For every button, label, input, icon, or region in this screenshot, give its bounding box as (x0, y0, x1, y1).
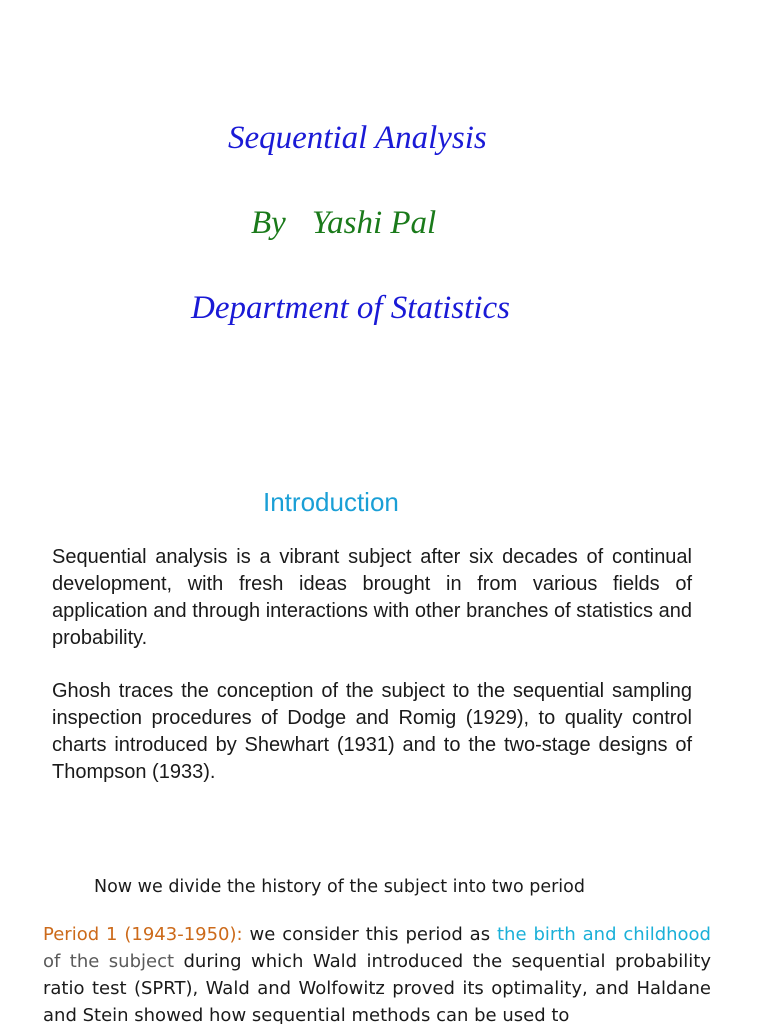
period-1-text-c: during which Wald introduced the sequential probability ratio test (SPRT), Wald and Wolfowitz proved its optimality, and Haldane and Stein showed how sequential methods can be used to (43, 951, 711, 1024)
document-title: Sequential Analysis (228, 120, 487, 156)
period-1-text-a: we consider this period as (242, 924, 497, 945)
introduction-heading: Introduction (263, 487, 399, 517)
department-name: Department of Statistics (191, 290, 510, 326)
period-1-label: Period 1 (1943-1950): (43, 924, 243, 945)
history-intro: Now we divide the history of the subject into two period (94, 877, 585, 897)
period-1-text-b: of the subject (43, 951, 175, 972)
introduction-paragraph-2: Ghosh traces the conception of the subject to the sequential sampling inspection procedures of Dodge and Romig (1929), to quality control charts introduced by Shewhart (1931) and to the two-stage designs of Thompson (1933). (52, 680, 692, 783)
period-1-paragraph (43, 921, 711, 1024)
author-line (251, 207, 436, 240)
period-1-highlight: the birth and childhood (497, 924, 711, 945)
introduction-paragraph-1: Sequential analysis is a vibrant subject after six decades of continual development, with fresh ideas brought in from various fields of application and through interactions with other branches of statistics and probability. (52, 546, 692, 649)
by-label: By (251, 205, 286, 241)
author-name: Yashi Pal (311, 205, 437, 241)
